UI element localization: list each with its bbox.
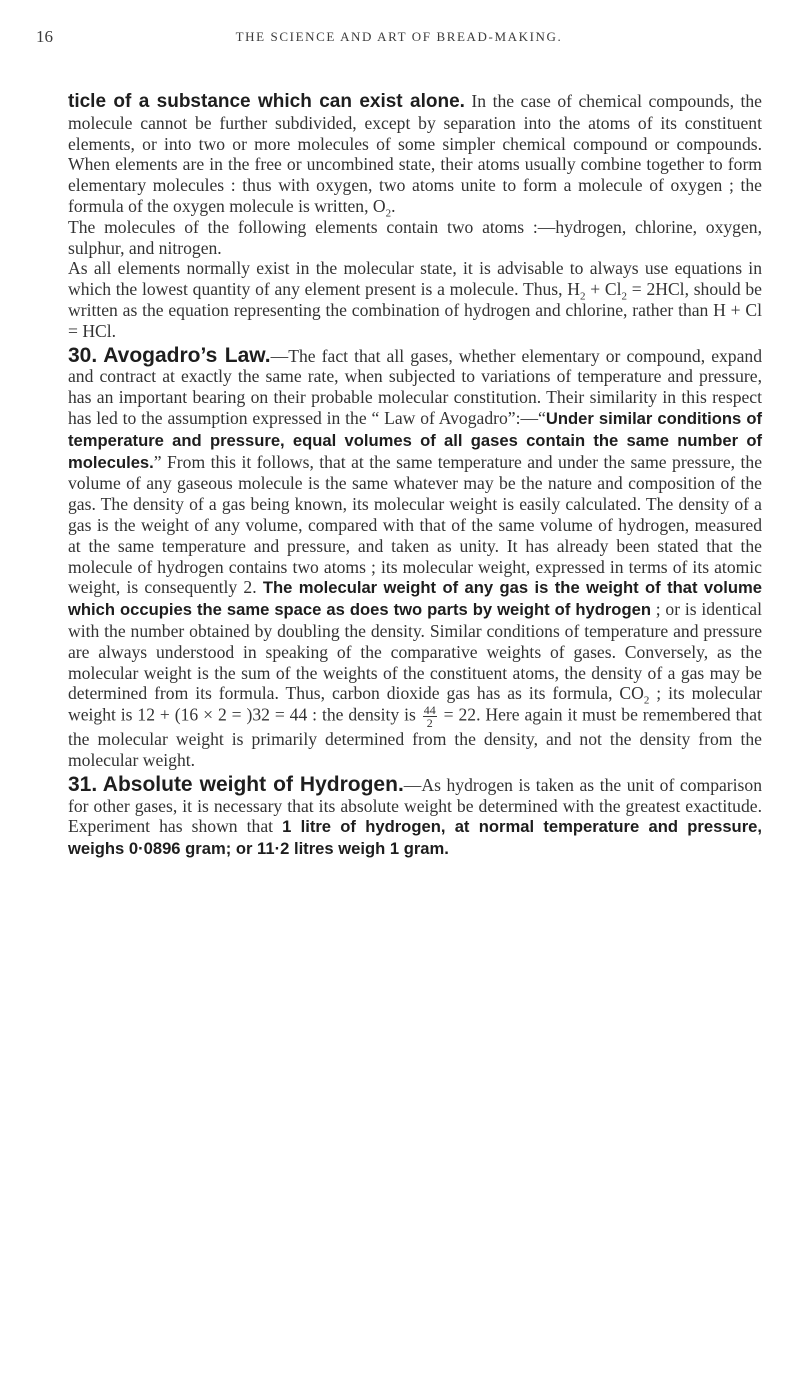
bold-phrase: The molecular weight of any gas is the weight of that volume which occupies the same space as does two parts by weight of hydrogen: [68, 578, 763, 620]
fraction: [423, 704, 437, 729]
bold-phrase: 1 litre of hydrogen, at normal temperature and pressure, weighs 0·0896 gram; or 11·2 litres weigh 1 gram.: [68, 817, 762, 859]
subscript: 2: [385, 207, 392, 220]
paragraph-molecule-definition: [68, 91, 762, 220]
fraction-numerator: 44: [423, 703, 436, 718]
text-run: ; or is identical with the number obtained by doubling the density. Similar conditions of temperature and pressure are always understood in speaking of the comparative weights of gases. Conversely, as the molecular weight is the sum of the weights of the constituent atoms, the density of a gas may be determined from its formula. Thus, carbon dioxide gas has as its formula, CO: [68, 599, 762, 704]
text-run: = 22. Here again it must be remembered that the molecular weight is primarily determined from the density, and not the density from the molecular weight.: [68, 704, 762, 770]
running-title: THE SCIENCE AND ART OF BREAD-MAKING.: [235, 29, 563, 44]
text-run: + Cl: [585, 279, 622, 300]
text-run: ; its molecular weight is 12 + (16 × 2 = )32 = 44 : the density is: [68, 683, 762, 725]
bold-phrase: Under similar conditions of temperature and pressure, equal volumes of all gases contain the same number of molecules.: [68, 408, 762, 472]
text-run: .: [391, 195, 396, 216]
section-title: Avogadro’s Law.: [103, 343, 271, 367]
text-run: —The fact that all gases, whether elementary or compound, expand and contract at exactly the same rate, when subjected to variations of temperature and pressure, has an important bearing on their probable molecular constitution. Their similarity in this respect has led to the assumption expressed in the “ Law of Avogadro”:—“: [68, 345, 762, 428]
text-run: In the case of chemical compounds, the molecule cannot be further subdivided, except by separation into the atoms of its constituent elements, or into two or more molecules of some simpler chemical compound or compounds. When elements are in the free or uncombined state, their atoms usually combine together to form elementary molecules : thus with oxygen, two atoms unite to form a molecule of oxygen ; the formula of the oxygen molecule is written, O: [68, 91, 762, 216]
paragraph-diatomic-elements: [68, 217, 762, 259]
body-text: [68, 91, 762, 860]
subscript: 2: [621, 290, 628, 303]
subscript: 2: [579, 290, 586, 303]
text-run: The molecules of the following elements contain two atoms :—hydrogen, chlorine, oxygen, sulphur, and nitrogen.: [68, 216, 762, 258]
text-run: ” From this it follows, that at the same temperature and under the same pressure, the volume of any gaseous molecule is the same whatever may be the nature and composition of the gas. The density of a gas being known, its molecular weight is easily calculated. The density of a gas is the weight of any volume, compared with that of the same volume of hydrogen, measured at the same temperature and pressure, and taken as unity. It has already been stated that the molecule of hydrogen contains two atoms ; its molecular weight, expressed in terms of its atomic weight, is consequently 2.: [68, 451, 762, 598]
paragraph-equations: [68, 258, 762, 341]
fraction-denominator: 2: [426, 716, 433, 731]
bold-phrase: ticle of a substance which can exist alone.: [68, 91, 465, 112]
text-run: —As hydrogen is taken as the unit of comparison for other gases, it is necessary that its absolute weight be determined with the greatest exactitude. Experiment has shown that: [68, 774, 762, 837]
subscript: 2: [643, 694, 650, 707]
text-run: = 2HCl, should be written as the equation representing the combination of hydrogen and chlorine, rather than H + Cl = HCl.: [68, 279, 762, 341]
section-title: Absolute weight of Hydrogen.: [102, 772, 404, 796]
section-31: [68, 772, 762, 860]
page-header: [36, 27, 762, 47]
section-number: 31.: [68, 772, 98, 796]
section-number: 30.: [68, 343, 98, 367]
page-number: 16: [36, 27, 53, 46]
section-30: [68, 343, 763, 771]
text-run: As all elements normally exist in the molecular state, it is advisable to always use equations in which the lowest quantity of any element present is a molecule. Thus, H: [68, 258, 762, 300]
